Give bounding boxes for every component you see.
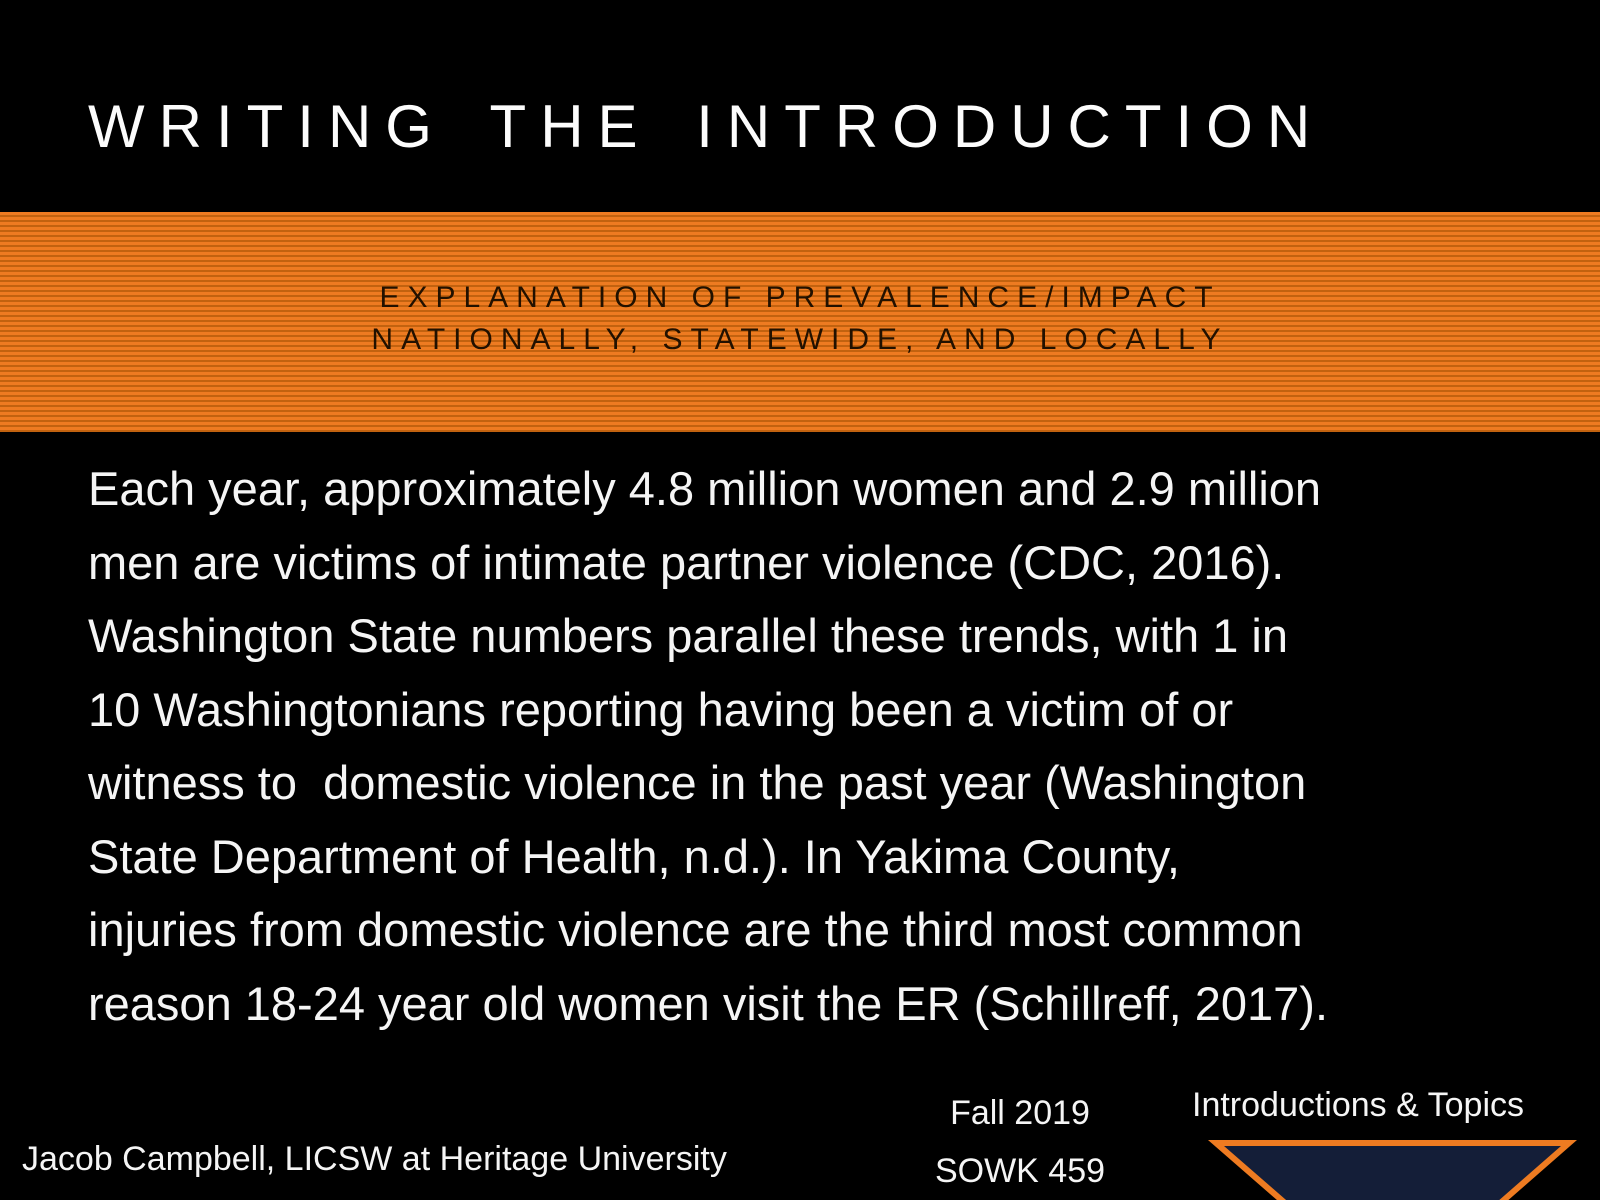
footer-course-block xyxy=(880,1084,1160,1200)
triangle-logo-icon xyxy=(1200,1140,1584,1200)
footer-unit-title: Introductions & Topics xyxy=(1192,1086,1524,1124)
body-line: Washington State numbers parallel these trends, with 1 in xyxy=(88,609,1289,662)
body-line: Each year, approximately 4.8 million women and 2.9 million xyxy=(88,462,1322,515)
body-line: 10 Washingtonians reporting having been a victim of or xyxy=(88,682,1234,736)
footer-term: Fall 2019 xyxy=(950,1094,1090,1132)
body-paragraph xyxy=(88,452,1568,1040)
footer-author: Jacob Campbell, LICSW at Heritage University xyxy=(22,1140,727,1178)
body-line: reason 18-24 year old women visit the ER (Schillreff, 2017). xyxy=(88,976,1329,1030)
footer-course-number: SOWK 459 xyxy=(934,1152,1106,1190)
body-line: men are victims of intimate partner violence (CDC, 2016). xyxy=(88,535,1285,589)
body-line: State Department of Health, n.d.). In Yakima County, xyxy=(88,829,1180,883)
banner-line-2: NATIONALLY, STATEWIDE, AND LOCALLY xyxy=(371,323,1229,356)
body-line: witness to domestic violence in the past year (Washington xyxy=(88,756,1307,809)
slide-title: WRITING THE INTRODUCTION xyxy=(88,93,1325,160)
subtitle-banner xyxy=(0,212,1600,432)
body-line: injuries from domestic violence are the third most common xyxy=(88,903,1303,956)
banner-line-1: EXPLANATION OF PREVALENCE/IMPACT xyxy=(379,281,1221,314)
